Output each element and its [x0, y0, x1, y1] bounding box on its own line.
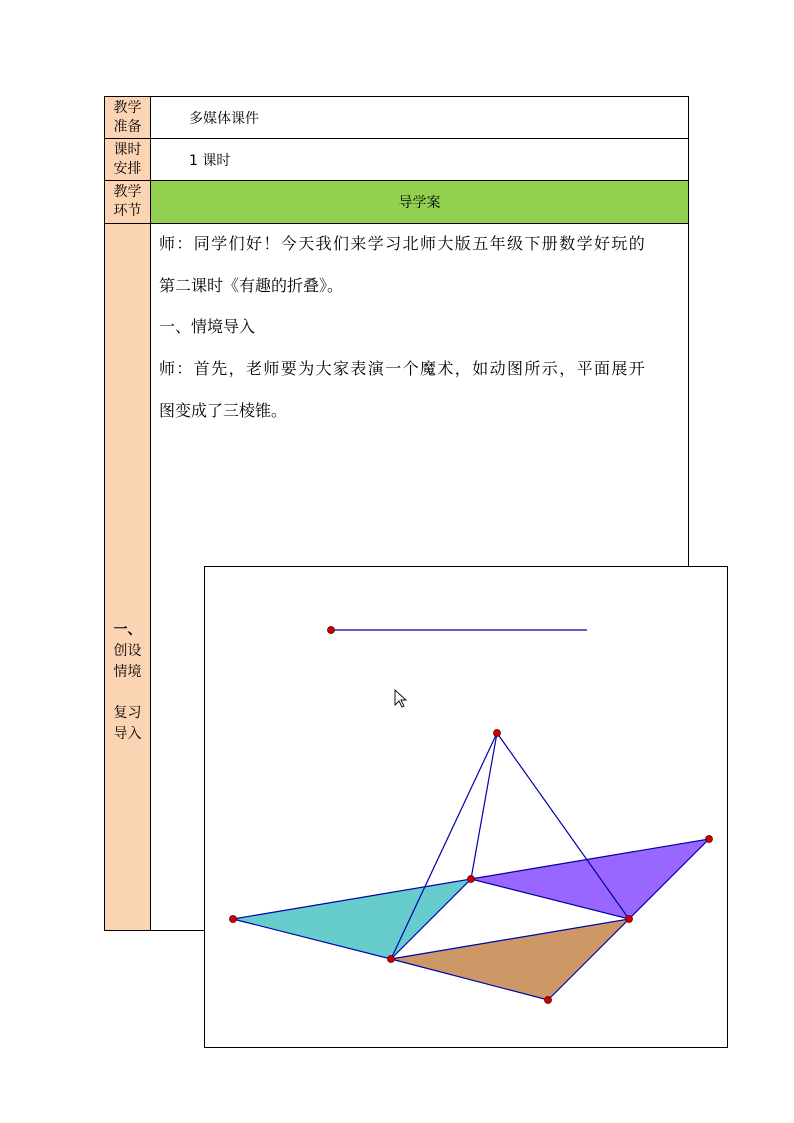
- face-purple: [471, 839, 709, 919]
- slider-point[interactable]: [328, 627, 335, 634]
- section-label-line: 导入: [113, 726, 142, 742]
- section-label: [105, 620, 150, 745]
- label-line: 教学: [113, 99, 142, 116]
- label-teaching-prep: [105, 97, 151, 138]
- value-guided-study-plan: 导学案: [151, 181, 688, 223]
- vertex-middle-right[interactable]: [626, 916, 633, 923]
- paragraph-magic-trick: 师：首先，老师要为大家表演一个魔术，如动图所示，平面展开: [159, 359, 647, 378]
- label-line: 课时: [113, 141, 142, 158]
- folding-animation-figure: [204, 566, 728, 1048]
- row-teaching-stage: [105, 181, 688, 224]
- section-label-line: 一、: [113, 622, 142, 638]
- section-label-line: 情境: [113, 664, 142, 680]
- lesson-table: [104, 96, 689, 931]
- vertex-middle-left[interactable]: [388, 956, 395, 963]
- vertex-left[interactable]: [230, 916, 237, 923]
- row-teaching-prep: [105, 97, 688, 139]
- value-teaching-prep: 多媒体课件: [189, 110, 259, 127]
- pyramid-net-diagram: [205, 567, 727, 1047]
- paragraph-lesson-title: 第二课时《有趣的折叠》。: [159, 276, 344, 295]
- label-class-hours: [105, 139, 151, 180]
- heading-scenario-intro: 一、情境导入: [159, 317, 256, 336]
- mouse-cursor-icon: [395, 690, 406, 707]
- section-label-line: 创设: [113, 643, 142, 659]
- label-teaching-stage: [105, 181, 151, 223]
- label-line: 安排: [113, 160, 142, 177]
- section-label-cell: [105, 224, 151, 930]
- vertex-bottom[interactable]: [545, 997, 552, 1004]
- edge-apex-middle: [471, 733, 497, 879]
- vertex-apex[interactable]: [494, 730, 501, 737]
- section-label-line: 复习: [113, 705, 142, 721]
- label-line: 教学: [113, 184, 142, 200]
- vertex-top-middle[interactable]: [468, 876, 475, 883]
- paragraph-pyramid: 图变成了三棱锥。: [159, 401, 288, 420]
- lesson-content: [151, 224, 688, 930]
- face-brown: [391, 919, 629, 1000]
- edge-apex-left: [391, 733, 497, 959]
- label-line: 环节: [113, 203, 142, 219]
- vertex-right[interactable]: [706, 836, 713, 843]
- label-line: 准备: [113, 118, 142, 135]
- value-class-hours: 1 课时: [189, 152, 231, 169]
- row-class-hours: [105, 139, 688, 181]
- face-cyan: [233, 879, 471, 959]
- paragraph-greeting: 师：同学们好！今天我们来学习北师大版五年级下册数学好玩的: [159, 234, 647, 253]
